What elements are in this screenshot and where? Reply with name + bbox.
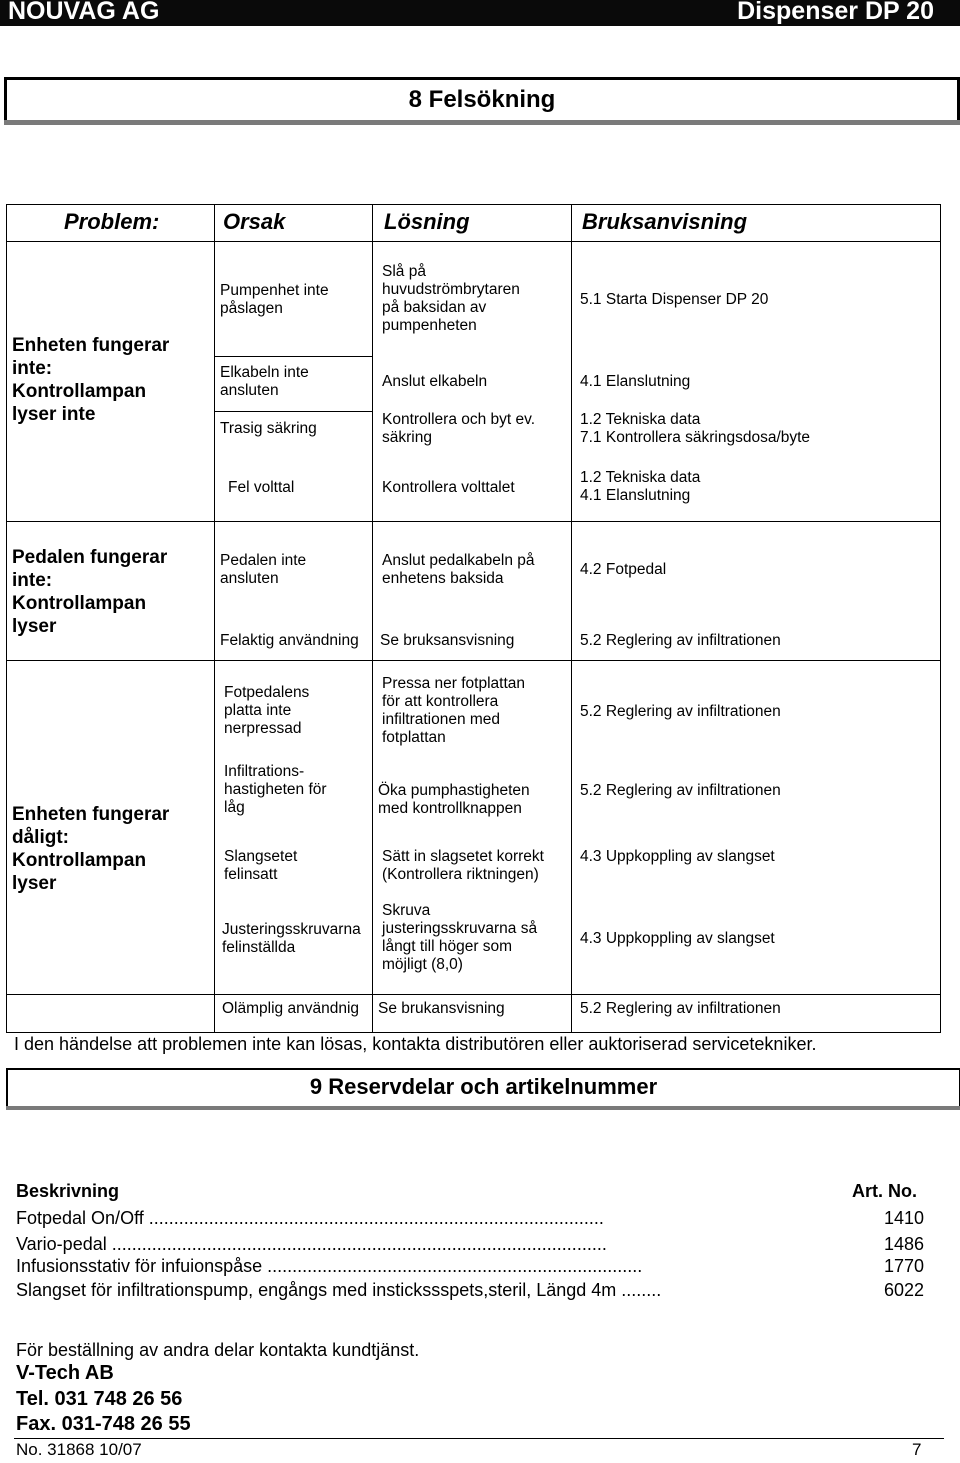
- cell-line: Justeringsskruvarna: [222, 921, 361, 938]
- product-name: Dispenser DP 20: [737, 0, 934, 25]
- cell-line: Trasig säkring: [220, 420, 317, 437]
- cell-line: Slå på: [382, 263, 426, 280]
- footer-rule: [14, 1438, 944, 1439]
- cell-line: Pressa ner fotplattan: [382, 675, 526, 692]
- cell-line: med kontrollknappen: [378, 800, 522, 817]
- cell-line: 5.2 Reglering av infiltrationen: [580, 1000, 781, 1017]
- losning-cell: [382, 479, 515, 497]
- cell-line: Felaktig användning: [220, 632, 359, 649]
- cell-line: Anslut elkabeln: [382, 373, 488, 390]
- group-divider-2: [6, 660, 941, 661]
- cell-line: 4.1 Elanslutning: [580, 487, 691, 504]
- contact-company: V-Tech AB: [16, 1362, 114, 1384]
- cell-line: långt till höger som: [382, 938, 513, 955]
- cell-line: 5.1 Starta Dispenser DP 20: [580, 291, 769, 308]
- row-divider: [214, 411, 372, 412]
- cell-line: säkring: [382, 429, 432, 446]
- bruk-cell: [580, 411, 810, 447]
- section-9-title: 9 Reservdelar och artikelnummer: [309, 1074, 658, 1099]
- cell-line: Anslut pedalkabeln på: [382, 552, 535, 569]
- orsak-cell: [220, 282, 329, 318]
- document-number: No. 31868 10/07: [16, 1440, 142, 1459]
- bruk-cell: [580, 469, 700, 505]
- parts-header-art-no: Art. No.: [852, 1181, 917, 1201]
- problem-line: Enheten fungerar: [12, 804, 170, 825]
- cell-line: ansluten: [220, 570, 279, 587]
- section-9-title-box: [6, 1068, 960, 1106]
- orsak-cell: [222, 1000, 359, 1018]
- cell-line: Pedalen inte: [220, 552, 307, 569]
- problem-line: lyser inte: [12, 404, 96, 425]
- row-divider: [214, 356, 372, 357]
- cell-line: (Kontrollera riktningen): [382, 866, 539, 883]
- bruk-cell: [580, 930, 775, 948]
- cell-line: 5.2 Reglering av infiltrationen: [580, 632, 781, 649]
- column-divider-1a: [214, 204, 215, 521]
- cell-line: 4.2 Fotpedal: [580, 561, 667, 578]
- support-note: I den händelse att problemen inte kan lösas, kontakta distributören eller auktoriserad servicetekniker.: [14, 1034, 817, 1054]
- contact-intro: För beställning av andra delar kontakta kundtjänst.: [16, 1340, 420, 1360]
- cell-line: Öka pumphastigheten: [378, 782, 530, 799]
- part-number: 1410: [883, 1208, 924, 1228]
- bruk-cell: [580, 632, 781, 650]
- cell-line: 7.1 Kontrollera säkringsdosa/byte: [580, 429, 811, 446]
- bruk-cell: [580, 561, 666, 579]
- cell-line: Slangsetet: [224, 848, 298, 865]
- cell-line: Se brukansvisning: [378, 1000, 505, 1017]
- cell-line: huvudströmbrytaren: [382, 281, 520, 298]
- cell-line: felinställda: [222, 939, 296, 956]
- cell-line: 1.2 Tekniska data: [580, 469, 701, 486]
- problem-line: inte:: [12, 358, 53, 379]
- losning-cell: [382, 552, 535, 588]
- problem-group-3: [12, 803, 169, 895]
- problem-line: Enheten fungerar: [12, 335, 170, 356]
- cell-line: Kontrollera volttalet: [382, 479, 515, 496]
- cell-line: 4.3 Uppkoppling av slangset: [580, 848, 775, 865]
- cell-line: 5.2 Reglering av infiltrationen: [580, 782, 781, 799]
- cell-line: Se bruksansvisning: [380, 632, 515, 649]
- cell-line: justeringsskruvarna så: [382, 920, 538, 937]
- cell-line: Skruva: [382, 902, 431, 919]
- cell-line: hastigheten för: [224, 781, 327, 798]
- cell-line: Fotpedalens: [224, 684, 310, 701]
- parts-header-description: Beskrivning: [16, 1181, 120, 1201]
- parts-row: [16, 1208, 924, 1230]
- losning-cell: [382, 373, 487, 391]
- problem-line: dåligt:: [12, 827, 69, 848]
- table-header-divider: [6, 241, 941, 242]
- orsak-cell: [220, 420, 317, 438]
- bruk-cell: [580, 291, 768, 309]
- losning-cell: [382, 675, 525, 747]
- cell-line: 4.3 Uppkoppling av slangset: [580, 930, 775, 947]
- parts-row: [16, 1280, 924, 1302]
- contact-phone: Tel. 031 748 26 56: [16, 1388, 183, 1410]
- problem-line: lyser: [12, 873, 57, 894]
- orsak-cell: [222, 921, 361, 957]
- orsak-cell: [220, 552, 306, 588]
- cell-line: felinsatt: [224, 866, 278, 883]
- column-divider-2: [372, 204, 373, 1033]
- problem-line: lyser: [12, 616, 57, 637]
- cell-line: 5.2 Reglering av infiltrationen: [580, 703, 781, 720]
- problem-line: Kontrollampan: [12, 593, 147, 614]
- losning-cell: [382, 411, 535, 447]
- orsak-cell: [224, 684, 309, 738]
- orsak-cell: [220, 364, 309, 400]
- losning-cell: [382, 848, 544, 884]
- header-bruksanvisning: Bruksanvisning: [582, 209, 748, 234]
- misuse-row-divider: [6, 994, 941, 995]
- cell-line: på baksidan av: [382, 299, 487, 316]
- page-number: 7: [912, 1440, 922, 1459]
- cell-line: Kontrollera och byt ev.: [382, 411, 536, 428]
- part-number: 6022: [883, 1280, 924, 1300]
- cell-line: Sätt in slagsetet korrekt: [382, 848, 544, 865]
- cell-line: Pumpenhet inte: [220, 282, 329, 299]
- cell-line: påslagen: [220, 300, 283, 317]
- cell-line: 4.1 Elanslutning: [580, 373, 691, 390]
- header-losning: Lösning: [384, 209, 470, 234]
- group-divider-1: [6, 521, 941, 522]
- part-description: Infusionsstativ för infuionspåse ...........................................................................: [16, 1256, 643, 1276]
- bruk-cell: [580, 782, 781, 800]
- part-number: 1770: [883, 1256, 924, 1276]
- cell-line: 1.2 Tekniska data: [580, 411, 701, 428]
- cell-line: Infiltrations-: [224, 763, 305, 780]
- section-8-title: 8 Felsökning: [408, 86, 556, 113]
- column-divider-1c: [214, 660, 215, 1033]
- company-name: NOUVAG AG: [8, 0, 160, 25]
- section-8-title-box: [4, 77, 960, 120]
- problem-line: Kontrollampan: [12, 381, 147, 402]
- losning-cell: [378, 782, 530, 818]
- cell-line: nerpressad: [224, 720, 302, 737]
- problem-line: inte:: [12, 570, 53, 591]
- losning-cell: [380, 632, 514, 650]
- cell-line: ansluten: [220, 382, 279, 399]
- losning-cell: [382, 902, 537, 974]
- bruk-cell: [580, 373, 690, 391]
- bruk-cell: [580, 1000, 781, 1018]
- header-orsak: Orsak: [223, 209, 286, 234]
- cell-line: Fel volttal: [228, 479, 295, 496]
- cell-line: infiltrationen med: [382, 711, 501, 728]
- bruk-cell: [580, 848, 775, 866]
- cell-line: fotplattan: [382, 729, 446, 746]
- losning-cell: [378, 1000, 505, 1018]
- problem-group-2: [12, 546, 167, 638]
- cell-line: Elkabeln inte: [220, 364, 309, 381]
- parts-row: [16, 1256, 924, 1278]
- losning-cell: [382, 263, 520, 335]
- orsak-cell: [224, 848, 297, 884]
- problem-line: Kontrollampan: [12, 850, 147, 871]
- parts-row: [16, 1234, 924, 1256]
- cell-line: för att kontrollera: [382, 693, 499, 710]
- orsak-cell: [220, 632, 359, 650]
- header-problem: Problem:: [64, 209, 160, 234]
- column-divider-3: [571, 204, 572, 1033]
- cell-line: låg: [224, 799, 245, 816]
- cell-line: enhetens baksida: [382, 570, 504, 587]
- contact-fax: Fax. 031-748 26 55: [16, 1413, 191, 1435]
- problem-group-1: [12, 334, 169, 426]
- problem-line: Pedalen fungerar: [12, 547, 168, 568]
- cell-line: möjligt (8,0): [382, 956, 463, 973]
- cell-line: Olämplig användnig: [222, 1000, 360, 1017]
- orsak-cell: [228, 479, 294, 497]
- bruk-cell: [580, 703, 781, 721]
- orsak-cell: [224, 763, 327, 817]
- cell-line: pumpenheten: [382, 317, 477, 334]
- cell-line: platta inte: [224, 702, 292, 719]
- part-number: 1486: [883, 1234, 924, 1254]
- part-description: Fotpedal On/Off ...........................................................................................: [16, 1208, 604, 1228]
- part-description: Vario-pedal ...................................................................................................: [16, 1234, 607, 1254]
- column-divider-1b: [214, 521, 215, 660]
- page-header: [0, 0, 960, 26]
- part-description: Slangset för infiltrationspump, engångs med instickssspets,steril, Längd 4m ........: [16, 1280, 662, 1300]
